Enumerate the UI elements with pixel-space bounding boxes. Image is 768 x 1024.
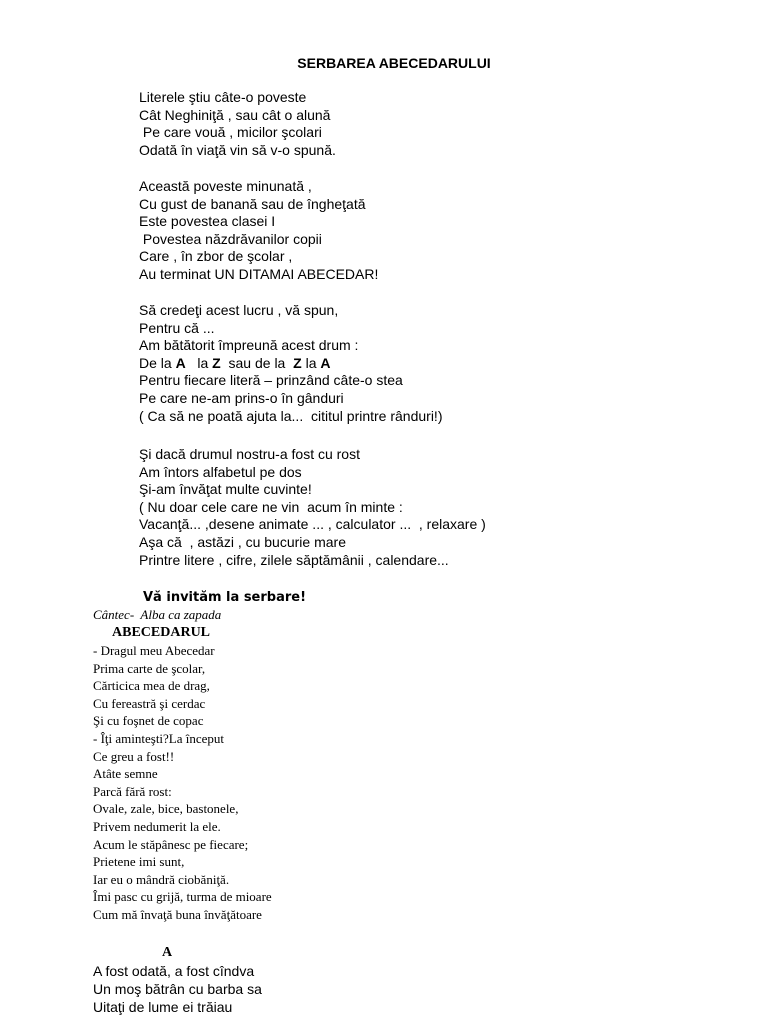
lyric-line: Cum mă învaţă buna învăţătoare [93, 906, 262, 922]
stanza-2 [139, 178, 378, 284]
verse-line: Este povestea clasei I [139, 213, 276, 230]
lyric-line: Cărticica mea de drag, [93, 678, 210, 694]
verse-line: Care , în zbor de şcolar , [139, 248, 293, 265]
song-lyrics [93, 642, 272, 924]
verse-line: Uitaţi de lume ei trăiau [93, 999, 233, 1015]
lyric-line: - Îţi aminteşti?La început [93, 730, 225, 746]
letter-a-verse [93, 962, 262, 1016]
letter-z-bold: Z [212, 354, 221, 371]
verse-line: Aşa că , astăzi , cu bucurie mare [139, 533, 346, 550]
verse-line: Un moş bătrân cu barba sa [93, 981, 262, 997]
verse-line: Odată în viaţă vin să v-o spună. [139, 141, 336, 158]
verse-line: Au terminat UN DITAMAI ABECEDAR! [139, 265, 379, 282]
verse-text: sau de la [220, 354, 294, 371]
invitation-heading: Vă invităm la serbare! [143, 590, 307, 605]
verse-line: Vacanţă... ,desene animate ... , calculator ... , relaxare ) [139, 516, 486, 533]
verse-line: Pentru că ... [139, 319, 215, 336]
verse-line: Printre litere , cifre, zilele săptămânii , calendare... [139, 551, 449, 568]
letter-a-heading: A [162, 945, 173, 960]
verse-text: la [185, 354, 213, 371]
lyric-line: Parcă fără rost: [93, 783, 172, 799]
lyric-line: Prima carte de şcolar, [93, 660, 206, 676]
letter-a-bold: A [320, 354, 331, 371]
lyric-line: Cu fereastră şi cerdac [93, 695, 206, 711]
letter-z-bold: Z [293, 354, 302, 371]
stanza-3 [139, 302, 442, 425]
verse-line: Pentru fiecare literă – prinzând câte-o stea [139, 372, 403, 389]
verse-text: la [301, 354, 321, 371]
verse-line: Pe care ne-am prins-o în gânduri [139, 389, 344, 406]
verse-line: Să credeţi acest lucru , vă spun, [139, 302, 339, 318]
verse-line: Această poveste minunată , [139, 178, 312, 194]
document-title: SERBAREA ABECEDARULUI [297, 55, 491, 71]
verse-line: Şi dacă drumul nostru-a fost cu rost [139, 446, 360, 462]
verse-line-letters [139, 355, 442, 373]
verse-text: De la [139, 354, 176, 371]
verse-line: Am întors alfabetul pe dos [139, 463, 302, 480]
verse-line: A fost odată, a fost cîndva [93, 963, 255, 979]
lyric-line: Îmi pasc cu grijă, turma de mioare [93, 889, 272, 905]
verse-line: Şi-am învăţat multe cuvinte! [139, 481, 312, 498]
lyric-line: Şi cu foşnet de copac [93, 713, 204, 729]
stanza-4 [139, 446, 486, 569]
verse-line: Povestea năzdrăvanilor copii [139, 230, 322, 247]
lyric-line: Acum le stăpânesc pe fiecare; [93, 836, 249, 852]
stanza-1 [139, 89, 336, 159]
lyric-line: Ce greu a fost!! [93, 748, 175, 764]
lyric-line: Prietene imi sunt, [93, 854, 185, 870]
verse-line: Pe care vouă , micilor şcolari [139, 124, 322, 141]
letter-a-bold: A [175, 354, 186, 371]
lyric-line: Atâte semne [93, 766, 158, 782]
verse-line: Am bătătorit împreună acest drum : [139, 337, 359, 354]
lyric-line: Privem nedumerit la ele. [93, 818, 221, 834]
song-label-block [93, 606, 221, 624]
song-label: Cântec- Alba ca zapada [93, 607, 222, 622]
lyric-line: Ovale, zale, bice, bastonele, [93, 801, 239, 817]
verse-line: Cu gust de banană sau de îngheţată [139, 195, 366, 212]
verse-line: Literele ştiu câte-o poveste [139, 89, 307, 105]
song-title: ABECEDARUL [112, 625, 211, 640]
lyric-line: Iar eu o mândră ciobăniţă. [93, 871, 230, 887]
verse-line: Cât Neghiniţă , sau cât o alună [139, 106, 331, 123]
verse-line: ( Nu doar cele care ne vin acum în minte : [139, 498, 403, 515]
lyric-line: - Dragul meu Abecedar [93, 643, 215, 658]
verse-line: ( Ca să ne poată ajuta la... cititul printre rânduri!) [139, 407, 443, 424]
